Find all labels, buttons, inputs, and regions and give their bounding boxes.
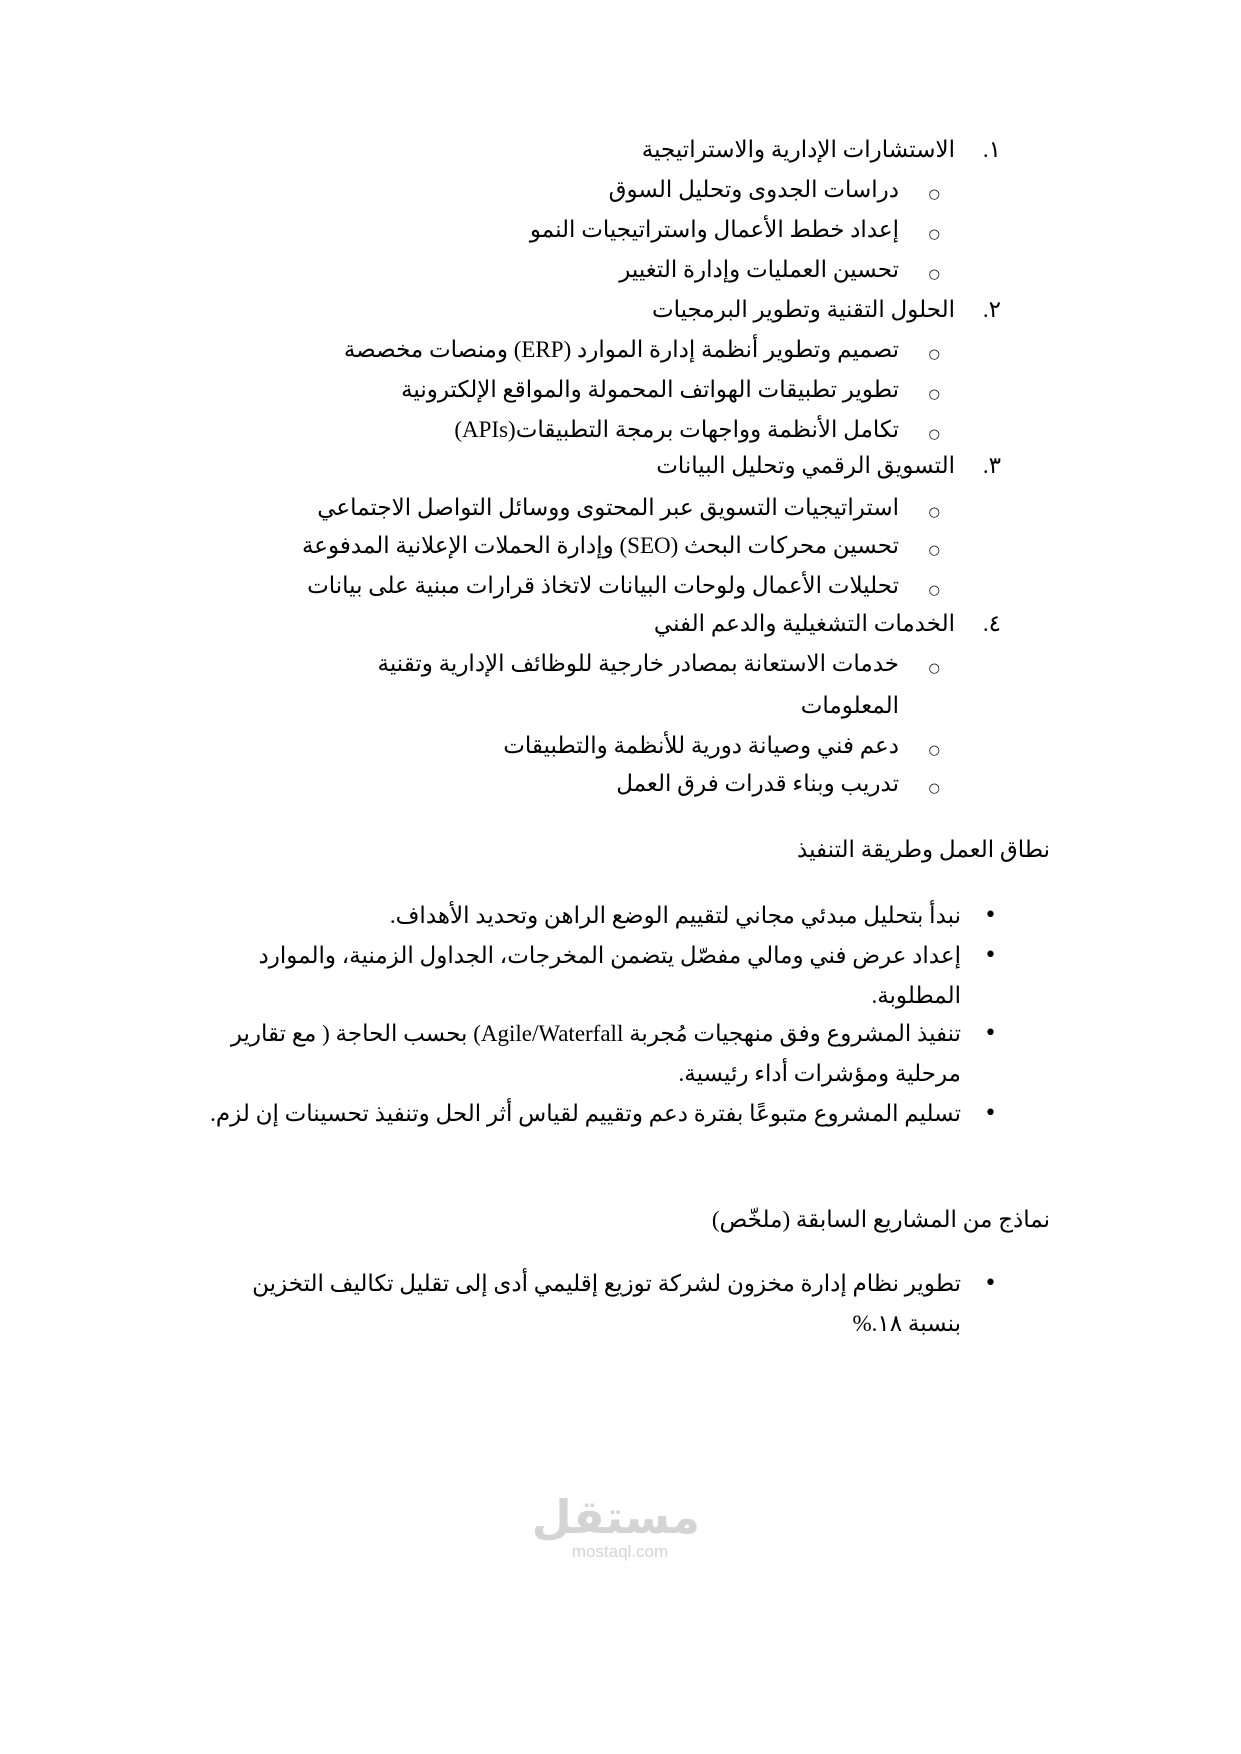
- circle-bullet-icon: ○: [928, 347, 940, 362]
- section-title: الاستشارات الإدارية والاستراتيجية: [641, 137, 955, 162]
- section-number: ٢.: [982, 297, 1001, 322]
- list-item-text: استراتيجيات التسويق عبر المحتوى ووسائل التواصل الاجتماعي: [317, 495, 899, 520]
- list-item-continuation: [200, 686, 940, 726]
- circle-bullet-icon: ○: [928, 387, 940, 402]
- list-item-text: المعلومات: [800, 693, 899, 718]
- bullet-item: [207, 1264, 997, 1344]
- circle-bullet-icon: ○: [928, 781, 940, 796]
- section-heading-2: [201, 290, 1001, 330]
- dot-bullet-icon: •: [984, 903, 997, 928]
- circle-bullet-icon: ○: [928, 267, 940, 282]
- circle-bullet-icon: ○: [928, 543, 940, 558]
- list-item-text: دعم فني وصيانة دورية للأنظمة والتطبيقات: [503, 733, 899, 758]
- dot-bullet-icon: •: [984, 943, 997, 968]
- scope-title: نطاق العمل وطريقة التنفيذ: [797, 837, 1050, 862]
- list-item: [200, 370, 940, 415]
- bullet-item-text: تطوير نظام إدارة مخزون لشركة توزيع إقليمي أدى إلى تقليل تكاليف التخزين بنسبة ١٨.%: [252, 1271, 961, 1336]
- list-item-text: تصميم وتطوير أنظمة إدارة الموارد (ERP) ومنصات مخصصة: [343, 337, 899, 362]
- circle-bullet-icon: ○: [928, 427, 940, 442]
- circle-bullet-icon: ○: [928, 583, 940, 598]
- list-item-text: تحسين محركات البحث (SEO) وإدارة الحملات الإعلانية المدفوعة: [301, 533, 899, 558]
- list-item-text: تطوير تطبيقات الهواتف المحمولة والمواقع الإلكترونية: [401, 377, 899, 402]
- section-heading-4: [201, 604, 1001, 644]
- list-item: [200, 526, 940, 571]
- circle-bullet-icon: ○: [928, 227, 940, 242]
- bullet-item: [207, 936, 997, 1016]
- bullet-item: [207, 1014, 997, 1094]
- list-item-text: إعداد خطط الأعمال واستراتيجيات النمو: [529, 217, 899, 242]
- watermark-url: mostaql.com: [571, 1542, 669, 1561]
- dot-bullet-icon: •: [984, 1021, 997, 1046]
- list-item: [200, 644, 940, 689]
- list-item: [200, 764, 940, 809]
- list-item-text: تدريب وبناء قدرات فرق العمل: [616, 771, 899, 796]
- section-heading-3: [201, 446, 1001, 486]
- section-number: ٤.: [982, 611, 1001, 636]
- list-item-text: تحليلات الأعمال ولوحات البيانات لاتخاذ قرارات مبنية على بيانات: [307, 573, 899, 598]
- list-item-text: دراسات الجدوى وتحليل السوق: [608, 177, 899, 202]
- dot-bullet-icon: •: [984, 1101, 997, 1126]
- previous-projects-title: نماذج من المشاريع السابقة (ملخّص): [711, 1207, 1050, 1232]
- section-title: الخدمات التشغيلية والدعم الفني: [653, 611, 955, 636]
- list-item-text: تكامل الأنظمة وواجهات برمجة التطبيقات(APIs): [454, 417, 899, 442]
- list-item: [200, 250, 940, 295]
- dot-bullet-icon: •: [984, 1271, 997, 1296]
- bullet-item-text: تنفيذ المشروع وفق منهجيات مُجربة Agile/Waterfall) بحسب الحاجة ( مع تقارير مرحلية ومؤشرات أداء رئيسية.: [230, 1021, 961, 1086]
- list-item: [200, 170, 940, 215]
- list-item: [200, 330, 940, 375]
- watermark-logo: مستقل: [531, 1490, 700, 1544]
- list-item-text: تحسين العمليات وإدارة التغيير: [619, 257, 899, 282]
- bullet-item-text: إعداد عرض فني ومالي مفصّل يتضمن المخرجات، الجداول الزمنية، والموارد المطلوبة.: [258, 943, 961, 1008]
- bullet-item-text: نبدأ بتحليل مبدئي مجاني لتقييم الوضع الراهن وتحديد الأهداف.: [389, 903, 961, 928]
- bullet-item-text: تسليم المشروع متبوعًا بفترة دعم وتقييم لقياس أثر الحل وتنفيذ تحسينات إن لزم.: [210, 1101, 961, 1126]
- list-item-text: خدمات الاستعانة بمصادر خارجية للوظائف الإدارية وتقنية: [377, 651, 899, 676]
- circle-bullet-icon: ○: [928, 505, 940, 520]
- section-heading-1: [201, 130, 1001, 170]
- section-title: الحلول التقنية وتطوير البرمجيات: [651, 297, 955, 322]
- section-title: التسويق الرقمي وتحليل البيانات: [656, 453, 955, 478]
- mostaql-watermark: [531, 1490, 700, 1562]
- bullet-item: [207, 896, 997, 936]
- section-number: ٣.: [982, 453, 1001, 478]
- circle-bullet-icon: ○: [928, 187, 940, 202]
- bullet-item: [207, 1094, 997, 1134]
- circle-bullet-icon: ○: [928, 661, 940, 676]
- section-number: ١.: [982, 137, 1001, 162]
- list-item: [200, 210, 940, 255]
- circle-bullet-icon: ○: [928, 743, 940, 758]
